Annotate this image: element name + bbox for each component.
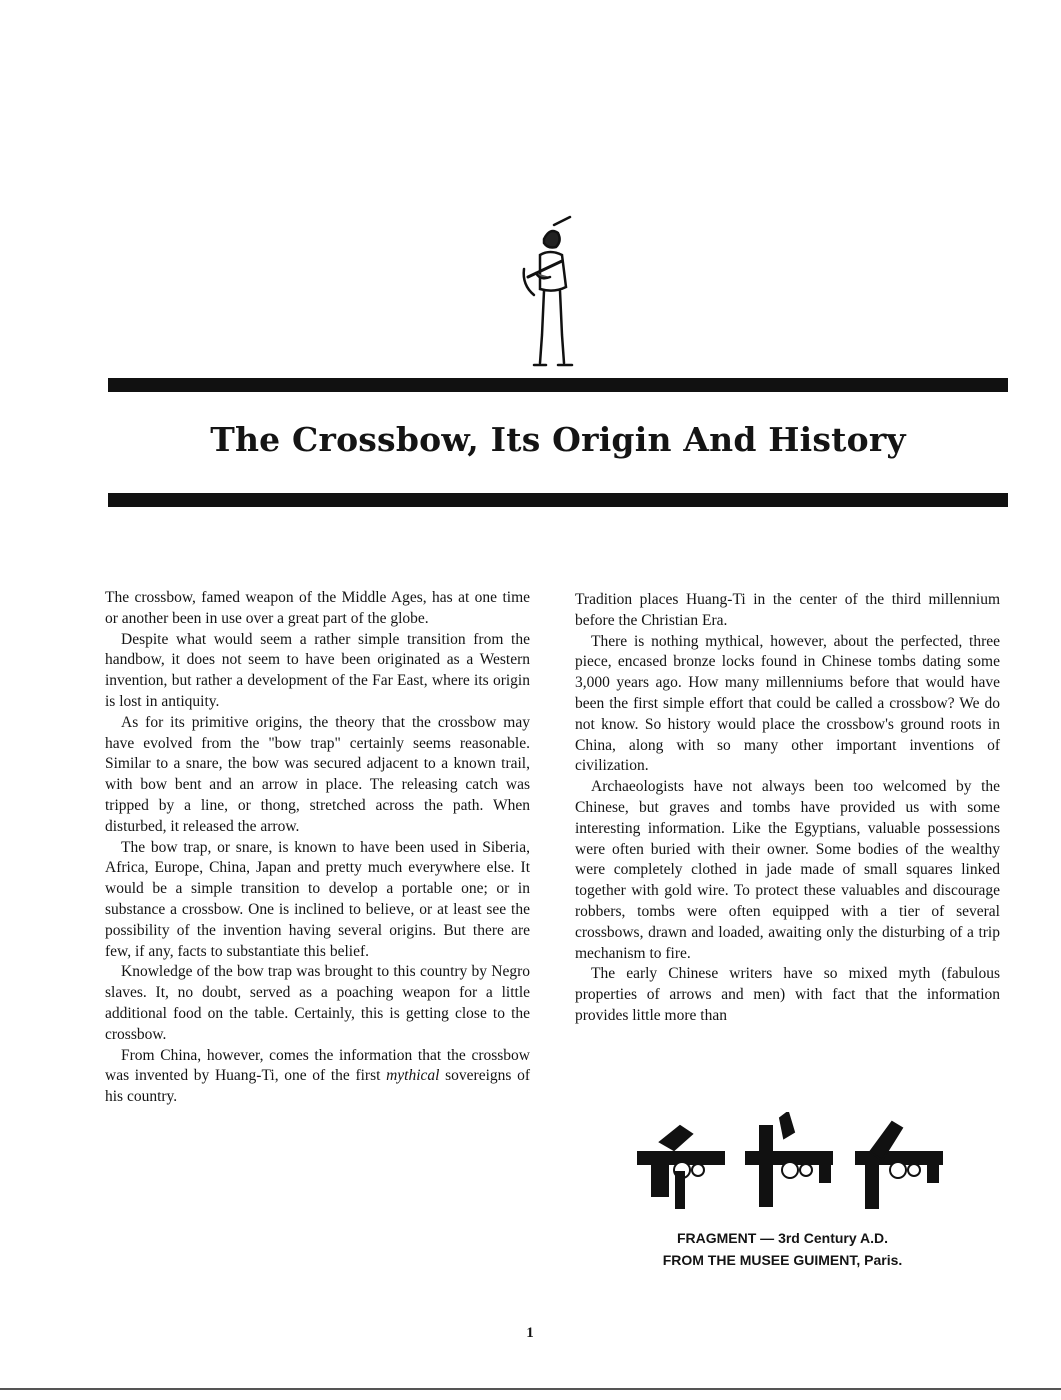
paragraph: Tradition places Huang-Ti in the center of the third millennium before the Christian Era.	[575, 591, 1000, 629]
figure-caption-line-1: FRAGMENT — 3rd Century A.D.	[676, 1230, 889, 1246]
paragraph: There is nothing mythical, however, about the perfected, three piece, encased bronze locks found in Chinese tombs dating some 3,000 years ago. How many millenniums before that would have been the first simple effort that could be called a crossbow? We do not know. So history would place the crossbow's ground roots in China, along with so many other important inventions of civilization.	[575, 632, 1000, 775]
bottom-divider-bar	[108, 493, 1008, 507]
paragraph: Knowledge of the bow trap was brought to this country by Negro slaves. It, no doubt, served as a poaching weapon for a little additional food on the table. Certainly, this is getting close to the crossbow.	[105, 963, 530, 1043]
top-divider-bar	[108, 378, 1008, 392]
paragraph: As for its primitive origins, the theory that the crossbow may have evolved from the "bow trap" certainly seems reasonable. Similar to a snare, the bow was secured adjacent to a known trail, with bow bent and an arrow in place. The releasing catch was tripped by a line, or thong, stretched across the path. When disturbed, it released the arrow.	[105, 713, 530, 835]
crossbowman-figure-icon	[510, 215, 590, 375]
emphasis: mythical	[386, 1067, 440, 1085]
figure-caption-line-2: FROM THE MUSEE GUIMENT, Paris.	[662, 1252, 903, 1268]
page-title: The Crossbow, Its Origin And History	[210, 420, 906, 459]
paragraph: Despite what would seem a rather simple transition from the handbow, it does not seem to have been originated as a Western invention, but rather a development of the Far East, where its origin is lost in antiquity.	[105, 630, 530, 710]
paragraph: Archaeologists have not always been too welcomed by the Chinese, but graves and tombs have provided us with some interesting information. Like the Egyptians, valuable possessions were often buried with their owner. Some bodies of the wealthy were completely clothed in jade made of small squares linked together with gold wire. To protect these valuables and discourage robbers, tombs were often equipped with a tier of several crossbows, drawn and loaded, awaiting only the disturbing of a trip mechanism to fire.	[575, 778, 1000, 962]
page-number: 1	[526, 1325, 534, 1341]
scan-edge-line	[0, 1388, 1061, 1390]
paragraph: The crossbow, famed weapon of the Middle Ages, has at one time or another been in use over a great part of the globe.	[105, 589, 530, 627]
paragraph: The bow trap, or snare, is known to have been used in Siberia, Africa, Europe, China, Japan and pretty much everywhere else. It would be a simple transition to develop a portable one; or in substance a crossbow. One is inclined to believe, or at least see the possibility of the invention having several origins. But there are few, if any, facts to substantiate this belief.	[105, 838, 530, 960]
right-text-column	[575, 590, 1000, 1027]
paragraph: The early Chinese writers have so mixed myth (fabulous properties of arrows and men) with fact that the information provides little more than	[575, 965, 1000, 1024]
paragraph: From China, however, comes the information that the crossbow was invented by Huang-Ti, one of the first mythical sovereigns of his country.	[105, 1046, 531, 1106]
crossbow-lock-fragment-icon	[630, 1112, 950, 1216]
left-text-column	[105, 588, 530, 1108]
